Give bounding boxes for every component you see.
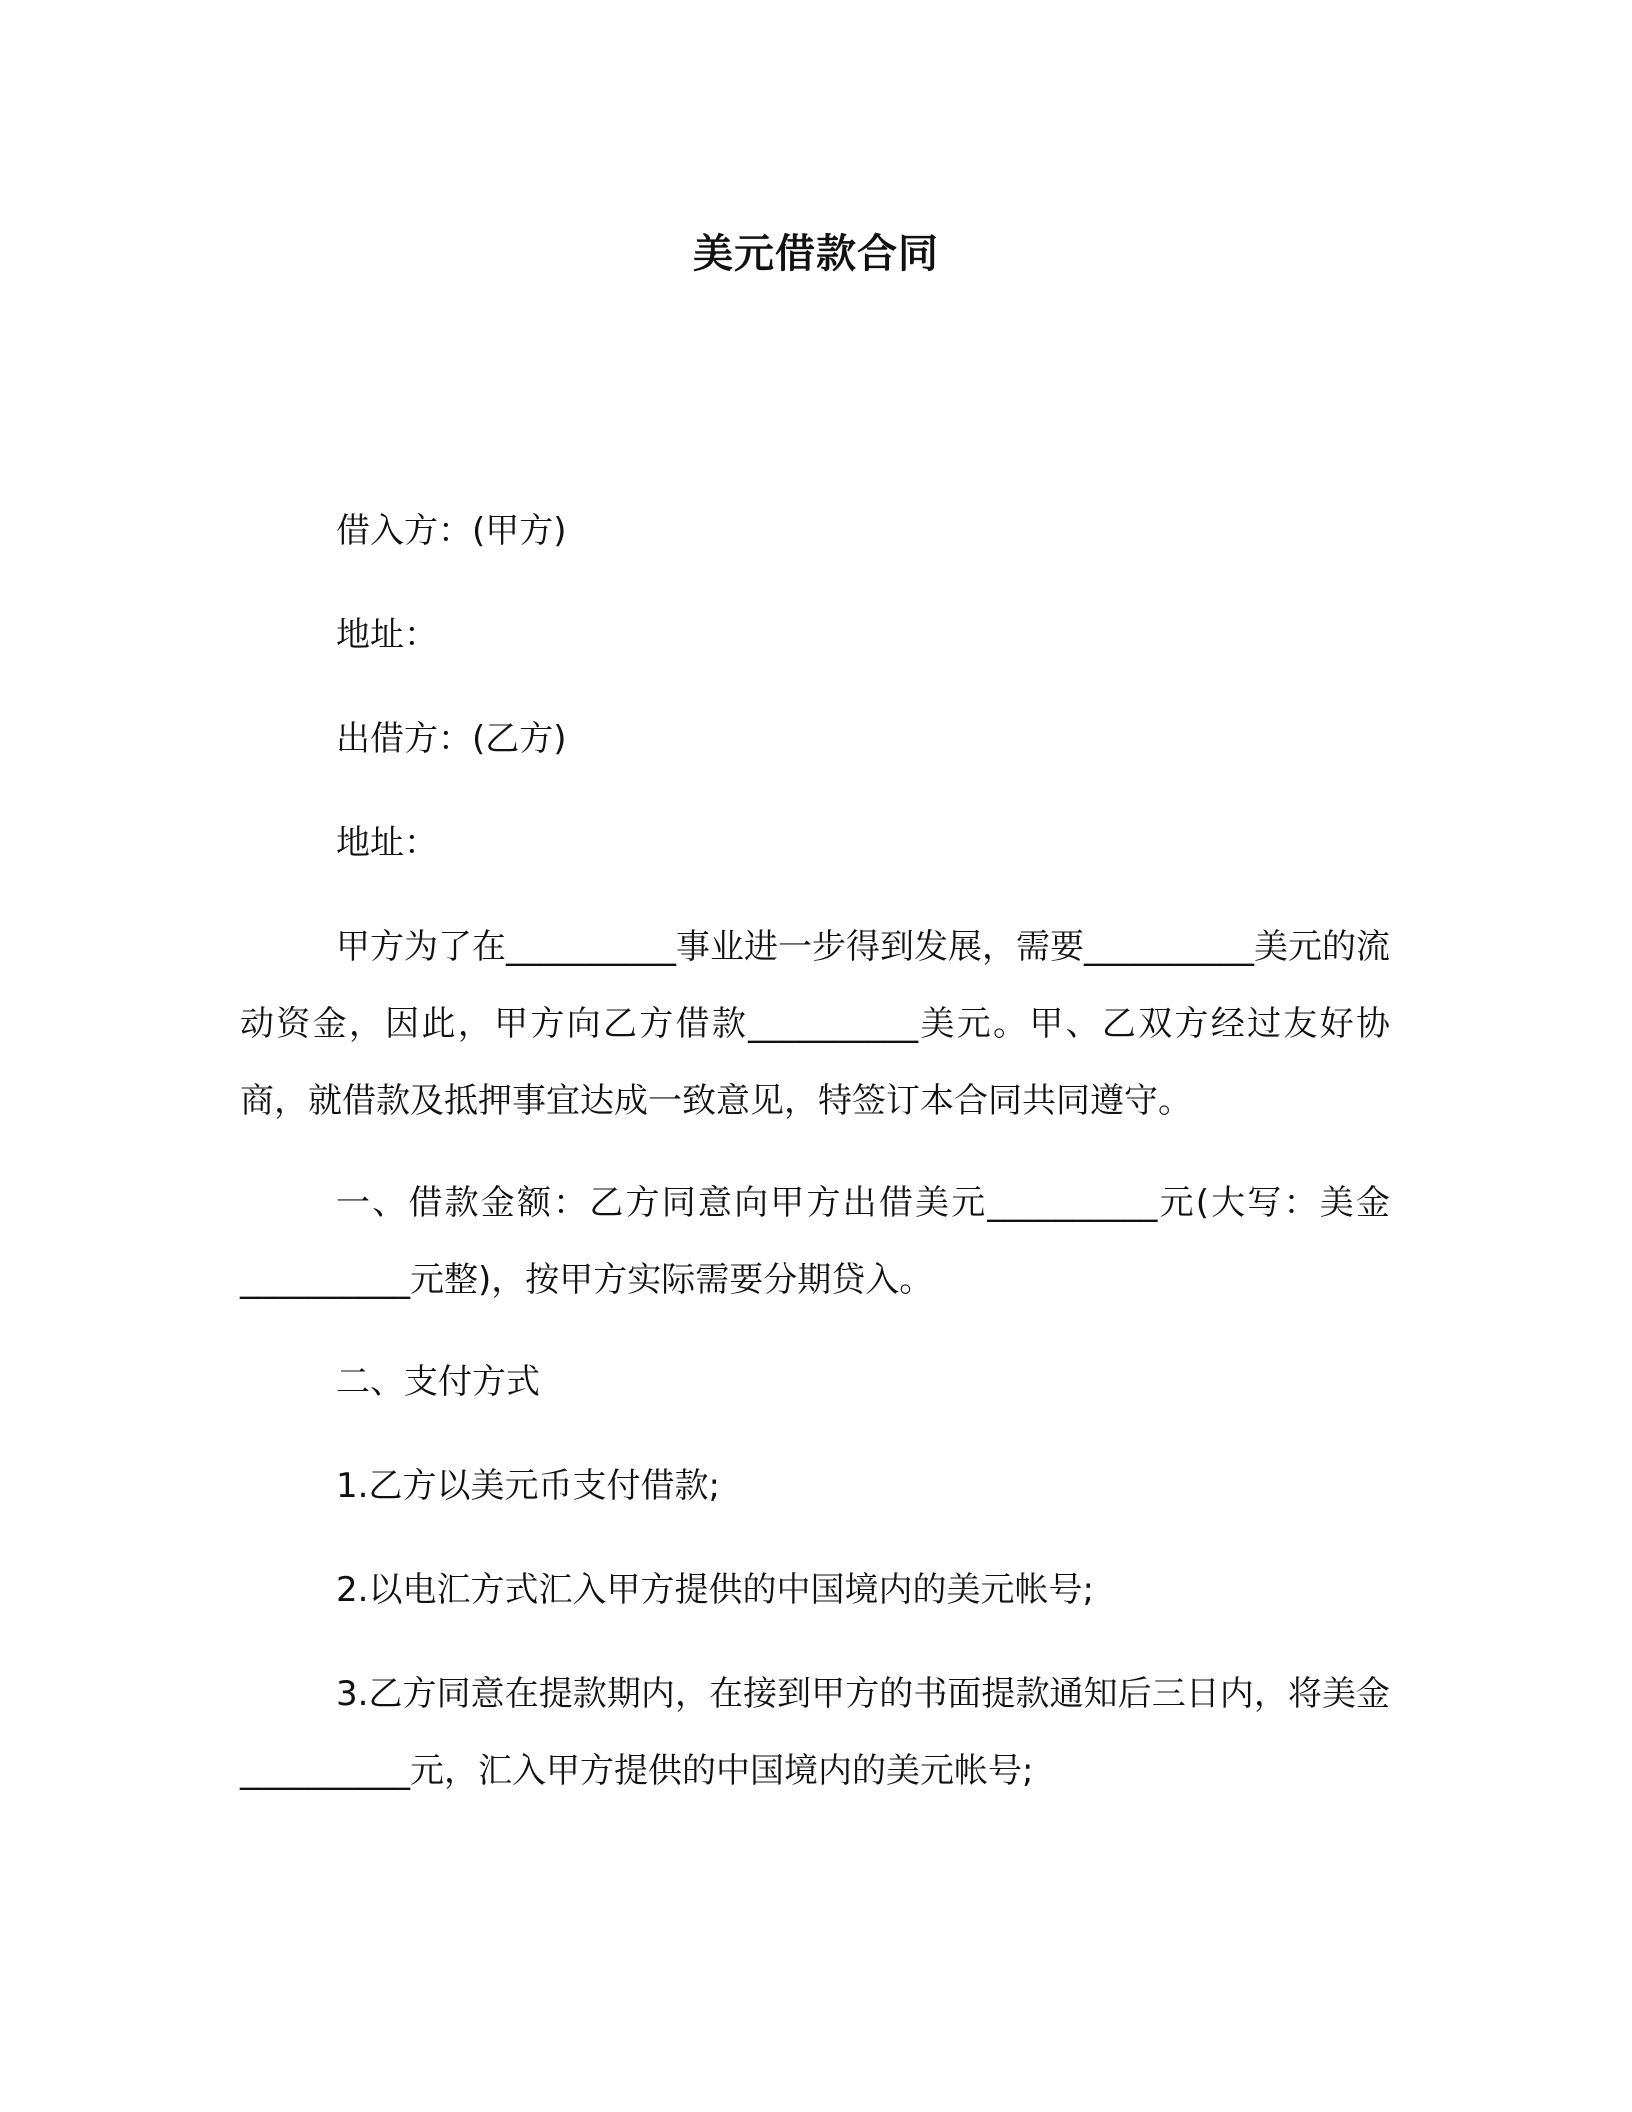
- clause-1-paragraph: 一、借款金额：乙方同意向甲方出借美元__________元(大写：美金__________元整)，按甲方实际需要分期贷入。: [240, 1183, 1390, 1300]
- clause-2-item-1: 1.乙方以美元币支付借款;: [336, 1466, 720, 1506]
- clause-2-item-3: 3.乙方同意在提款期内，在接到甲方的书面提款通知后三日内，将美金__________元，汇入甲方提供的中国境内的美元帐号;: [240, 1674, 1390, 1791]
- borrower-line: 借入方：(甲方): [336, 511, 567, 551]
- lender-line: 出借方：(乙方): [336, 719, 567, 759]
- clause-2-item-2: 2.以电汇方式汇入甲方提供的中国境内的美元帐号;: [336, 1570, 1094, 1610]
- borrower-address-line: 地址：: [336, 615, 438, 655]
- document-title: 美元借款合同: [693, 231, 939, 277]
- lender-address-line: 地址：: [336, 823, 438, 863]
- clause-2-heading: 二、支付方式: [336, 1362, 540, 1402]
- document-body: [240, 493, 1390, 1810]
- preamble-paragraph: 甲方为了在__________事业进一步得到发展，需要__________美元的流动资金，因此，甲方向乙方借款__________美元。甲、乙双方经过友好协商，就借款及抵押事宜达成一致意见，特签订本合同共同遵守。: [240, 927, 1390, 1121]
